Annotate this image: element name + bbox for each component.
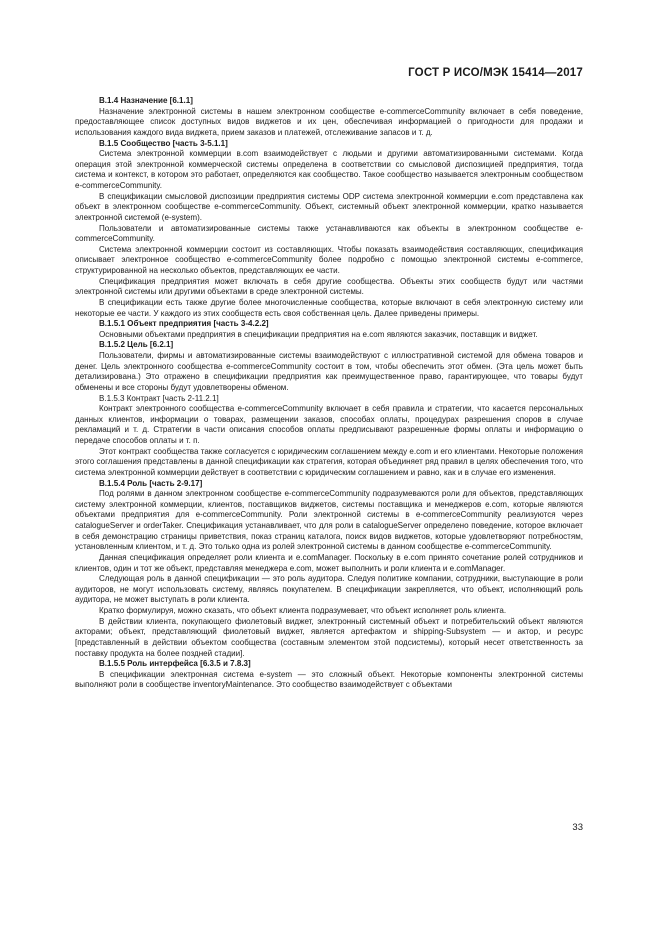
section-heading: В.1.5.3 Контракт [часть 2-11.2.1]: [99, 393, 219, 403]
section-heading: В.1.5.2 Цель [6.2.1]: [99, 340, 174, 350]
section-heading: В.1.4 Назначение [6.1.1]: [99, 96, 193, 105]
body-paragraph: В действии клиента, покупающего фиолетовый виджет, электронный системный объект и потребительский объект являются акторами; объект, представляющий фиолетовый виджет, является артефактом и shipping-Subsystem — и актор, и ресурс [представленный в действии объектом сообщества (составным элементом этой подсистемы), который несет ответственность за поставку продукта на более поздней стадии].: [75, 616, 583, 658]
section-heading: В.1.5.4 Роль [часть 2-9.17]: [99, 478, 203, 488]
body-paragraph: В спецификации электронная система e-system — это сложный объект. Некоторые компоненты электронной системы выполняют роли в сообществе inventoryMaintenance. Это сообщество взаимодействует с объектами: [75, 669, 583, 690]
standard-header: ГОСТ Р ИСО/МЭК 15414—2017: [408, 67, 583, 79]
body-paragraph: Назначение электронной системы в нашем электронном сообществе e-commerceCommunity включает в себя поведение, предоставляющее список доступных видов виджетов и их цен, обеспечивая информацией о пригодности для продажи и использования каждого вида виджета, прием заказов и платежей, отслеживание запасов и т. д.: [75, 106, 583, 137]
body-paragraph: Кратко формулируя, можно сказать, что объект клиента подразумевает, что объект исполняет роль клиента.: [99, 606, 507, 615]
body-paragraph: Основными объектами предприятия в спецификации предприятия на e.com являются заказчик, поставщик и виджет.: [99, 329, 538, 339]
body-paragraph: Данная спецификация определяет роли клиента и e.comManager. Поскольку в e.com принято сочетание ролей сотрудников и клиентов, один и тот же объект, представляя менеджера e.com, может выполнить и роли клиента и e.comManager.: [75, 552, 583, 573]
section-heading: В.1.5.1 Объект предприятия [часть 3-4.2.2]: [99, 319, 269, 329]
body-paragraph: Под ролями в данном электронном сообществе e-commerceCommunity подразумеваются роли для объектов, представляющих систему электронной коммерции, клиентов, поставщиков виджетов, системы поставщика и менеджеров e.com, которые являются объектами предприятия для e-commerceCommunity. Роли электронной системы в e-commerceCommunity реализуются через catalogueServer и orderTaker. Спецификация устанавливает, что для роли в catalogueServer определено поведение, которое включает в себя демонстрацию страницы приветствия, показ страниц каталога, поиск видов виджетов, которые удовлетворяют потребностям, установленным клиентом, и т. д. Это только одна из ролей электронной системы в данном сообществе e-commerceCommunity.: [75, 489, 583, 552]
body-paragraph: Контракт электронного сообщества e-commerceCommunity включает в себя правила и стратегии, что касается персональных данных клиентов, информации о товарах, размещении заказов, способах оплаты, процедурах разрешения споров в случае рекламаций и т. д. Стратегии в части описания способов оплаты предписывают разрешенные формы оплаты и информацию о передаче способов оплаты и т. п.: [75, 404, 583, 445]
body-paragraph: Этот контракт сообщества также согласуется с юридическим соглашением между e.com и его клиентами. Некоторые положения этого соглашения представлены в данной спецификации как стратегия, которая объединяет ряд правил в целях обеспечения того, что система электронной коммерции действует в соответствии с юридическим соглашением и равно, как и в случае его изменения.: [75, 446, 583, 477]
body-paragraph: Пользователи, фирмы и автоматизированные системы взаимодействуют с иллюстративной системой для обмена товаров и денег. Цель электронного сообщества e-commerceCommunity состоит в том, чтобы обеспечить этот обмен. (Эта цель может быть детализирована.) Это отражено в спецификации предприятия как преимущественное право, гарантирующее, что товары будут обменены и все стороны будут удовлетворены обменом.: [75, 351, 583, 392]
body-paragraph: Система электронной коммерции состоит из составляющих. Чтобы показать взаимодействия составляющих, спецификация описывает электронное сообщество e-commerceCommunity более подробно с помощью электронной системы e-commerce, структурированной на несколько объектов, представляющих ее части.: [75, 244, 583, 275]
body-paragraph: В спецификации есть также другие более многочисленные сообщества, которые включают в себя электронную систему или некоторые ее части. У каждого из этих сообществ есть своя собственная цель. Далее приведены примеры.: [75, 297, 583, 318]
body-paragraph: Следующая роль в данной спецификации — это роль аудитора. Следуя политике компании, сотрудники, выступающие в роли аудиторов, не могут использовать систему, являясь покупателем. В спецификации закрепляется, что объект, исполняющий роль аудитора, не может выступать в роли клиента.: [75, 574, 583, 605]
body-paragraph: Пользователи и автоматизированные системы также устанавливаются как объекты в электронном сообществе e-commerceCommunity.: [75, 223, 583, 244]
section-heading: В.1.5 Сообщество [часть 3-5.1.1]: [99, 138, 228, 148]
page-number: 33: [572, 822, 583, 833]
body-paragraph: В спецификации смысловой диспозиции предприятия системы ODP система электронной коммерции e.com представлена как объект в электронном сообществе e-commerceCommunity. Объект, системный объект электронной коммерции, кратко называется электронной системой (e-system).: [75, 191, 583, 222]
document-body: [75, 96, 583, 691]
section-heading: В.1.5.5 Роль интерфейса [6.3.5 и 7.8.3]: [99, 659, 251, 669]
body-paragraph: Система электронной коммерции в.com взаимодействует с людьми и другими автоматизированными системами. Когда операция этой электронной коммерческой системы определена в соответствии со смысловой диспозицией предприятия, тогда система и контекст, в котором это работает, определяются как сообщество. Такое сообщество называется электронным сообществом e-commerceCommunity.: [75, 149, 583, 190]
body-paragraph: Спецификация предприятия может включать в себя другие сообщества. Объекты этих сообществ будут или частями электронной системы или другими объектами в среде электронной системы.: [75, 276, 583, 297]
